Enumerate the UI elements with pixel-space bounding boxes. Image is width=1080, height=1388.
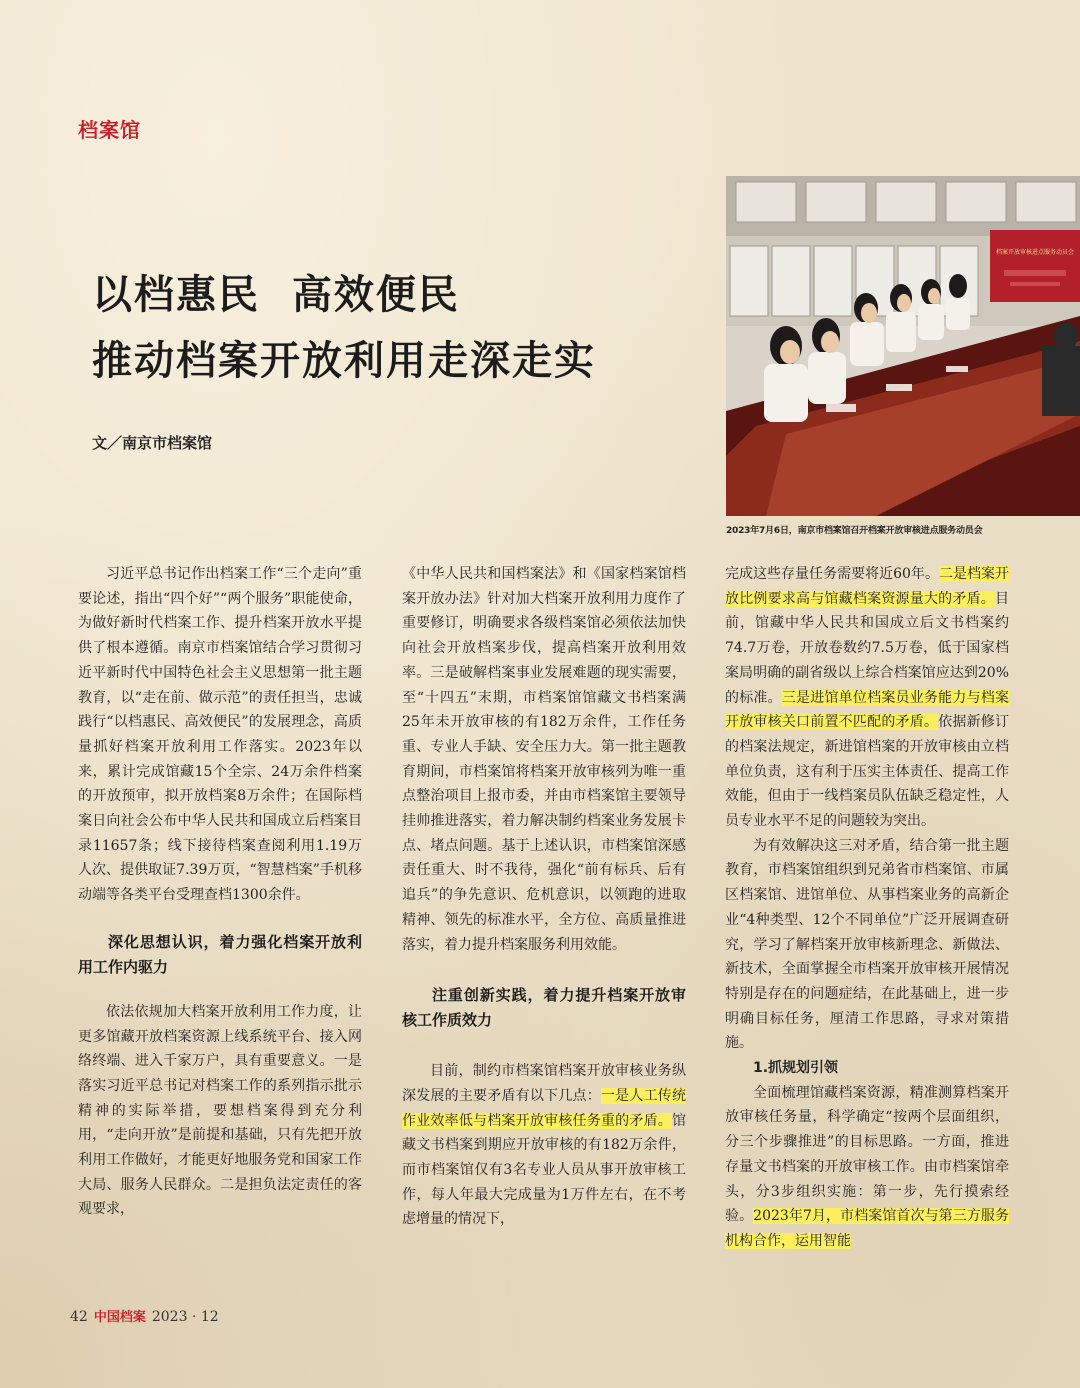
- title-line-2: 推动档案开放利用走深走实: [92, 338, 596, 384]
- article-title: [92, 262, 712, 394]
- banner-text: 档案开放审核进点服务动员会: [995, 249, 1075, 256]
- paragraph: [725, 562, 1009, 834]
- subsection-heading: 1.抓规划引领: [753, 1060, 839, 1077]
- paragraph: 依法依规加大档案开放利用工作力度，让更多馆藏开放档案资源上线系统平台、接入网络终端、进入千家万户，具有重要意义。一是落实习近平总书记对档案工作的系列指示批示精神的实际举措，要想档案得到充分利用，“走向开放”是前提和基础，只有先把开放利用工作做好，才能更好地服务党和国家工作大局、服务人民群众。二是担负法定责任的客观要求，: [78, 1003, 362, 1218]
- highlighted-text: 2023年7月，市档案馆首次与第三方服务机构合作，运用智能: [725, 1208, 1009, 1249]
- highlighted-text: 三是进馆单位档案员业务能力与档案开放审核关口前置不匹配的矛盾。: [725, 689, 1010, 731]
- paragraph: 习近平总书记作出档案工作“三个走向”重要论述，指出“四个好”“两个服务”职能使命，为做好新时代档案工作、提升档案开放水平提供了根本遵循。南京市档案馆结合学习贯彻习近平新时代中国特色社会主义思想第一批主题教育，以“走在前、做示范”的责任担当，忠诚践行“以档惠民、高效便民”的发展理念，高质量抓好档案开放利用工作落实。2023年以来，累计完成馆藏15个全宗、24万余件档案的开放预审，拟开放档案8万余件；在国际档案日向社会公布中华人民共和国成立后档案目录11657条；线下接待档案查阅利用1.19万人次、提供取证7.39万页，“智慧档案”手机移动端等各类平台受理查档1300余件。: [78, 566, 362, 904]
- text-run: 依据新修订的档案法规定，新进馆档案的开放审核由立档单位负责，这有利于压实主体责任、提高工作效能，但由于一线档案员队伍缺乏稳定性，人员专业水平不足的问题较为突出。: [725, 714, 1010, 830]
- photo-caption: 2023年7月6日，南京市档案馆召开档案开放审核进点服务动员会: [726, 526, 983, 536]
- page-number: 42: [70, 1309, 88, 1325]
- section-heading: 注重创新实践，着力提升档案开放审核工作质效力: [402, 986, 686, 1030]
- text-run: 目前，馆藏中华人民共和国成立后文书档案约74.7万卷，开放卷数约7.5万卷，低于国家档案局明确的副省级以上综合档案馆应达到20%的标准。: [725, 590, 1009, 706]
- text-column-3: [725, 562, 1009, 1254]
- paragraph: [402, 1059, 686, 1232]
- section-heading: 深化思想认识，着力强化档案开放利用工作内驱力: [78, 932, 362, 976]
- magazine-name: 中国档案: [93, 1310, 146, 1325]
- meeting-photo: [726, 176, 1080, 516]
- issue-number: 2023 · 12: [151, 1309, 219, 1325]
- byline: 文／南京市档案馆: [92, 434, 213, 452]
- text-column-1: [78, 562, 362, 1222]
- title-line-1: 以档惠民 高效便民: [92, 272, 460, 318]
- section-label: 档案馆: [78, 118, 141, 142]
- text-column-2: [402, 562, 686, 1232]
- highlighted-text: 二是档案开放比例要求高与馆藏档案资源量大的矛盾。: [725, 566, 1009, 607]
- paragraph: 《中华人民共和国档案法》和《国家档案馆档案开放办法》针对加大档案开放利用力度作了重要修订，明确要求各级档案馆必须依法加快向社会开放档案步伐，提高档案开放利用效率。三是破解档案事业发展难题的现实需要，至“十四五”末期，市档案馆馆藏文书档案满25年未开放审核的有182万余件，工作任务重、专业人手缺、安全压力大。第一批主题教育期间，市档案馆将档案开放审核列为唯一重点整治项目上报市委，并由市档案馆主要领导挂帅推进落实，着力解决制约档案业务发展卡点、堵点问题。基于上述认识，市档案馆深感责任重大、时不我待，强化“前有标兵、后有追兵”的争先意识、危机意识，以领跑的进取精神、领先的标准水平，全方位、高质量推进落实，着力提升档案服务利用效能。: [402, 566, 686, 953]
- banner-screen: [990, 230, 1080, 302]
- text-run: 目前，制约市档案馆档案开放审核业务纵深发展的主要矛盾有以下几点：: [402, 1063, 686, 1104]
- highlighted-text: 一是人工传统作业效率低与档案开放审核任务重的矛盾。: [402, 1087, 687, 1129]
- text-run: 全面梳理馆藏档案资源，精准测算档案开放审核任务量，科学确定“按两个层面组织，分三个步骤推进”的目标思路。一方面，推进存量文书档案的开放审核工作。由市档案馆牵头，分3步组织实施：第一步，先行摸索经验。: [725, 1084, 1009, 1225]
- page-footer: [70, 1306, 219, 1325]
- paragraph: [725, 1081, 1009, 1254]
- text-run: 完成这些存量任务需要将近60年。: [725, 566, 939, 582]
- paragraph: 为有效解决这三对矛盾，结合第一批主题教育，市档案馆组织到兄弟省市档案馆、市属区档案馆、进馆单位、从事档案业务的高新企业“4种类型、12个不同单位”广泛开展调查研究，学习了解档案开放审核新理念、新做法、新技术，全面掌握全市档案开放审核开展情况特别是存在的问题症结，在此基础上，进一步明确目标任务，厘清工作思路，寻求对策措施。: [725, 837, 1009, 1052]
- text-run: 馆藏文书档案到期应开放审核的有182万余件，而市档案馆仅有3名专业人员从事开放审核工作，每人年最大完成量为1万件左右，在不考虑增量的情况下，: [402, 1112, 686, 1228]
